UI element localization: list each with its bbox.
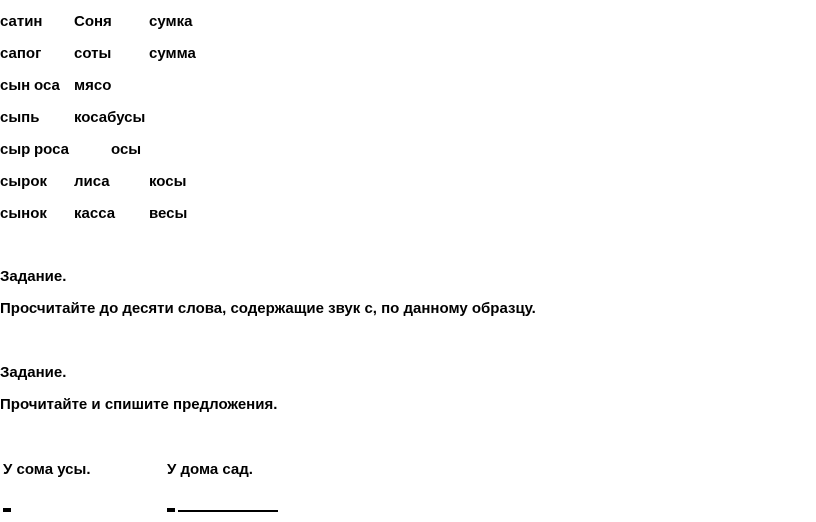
word: сырок bbox=[0, 173, 47, 190]
word: сумма bbox=[149, 45, 196, 62]
cut-off-glyph bbox=[178, 510, 278, 512]
word: роса bbox=[34, 141, 69, 158]
task-heading: Задание. bbox=[0, 364, 67, 381]
sentence: У сома усы. bbox=[3, 461, 91, 478]
task-text: Прочитайте и спишите предложения. bbox=[0, 396, 278, 413]
word: сатин bbox=[0, 13, 43, 30]
word: осы bbox=[111, 141, 142, 158]
word: косабусы bbox=[74, 109, 146, 126]
word: косы bbox=[149, 173, 187, 190]
word: сын bbox=[0, 77, 31, 94]
cut-off-glyph bbox=[167, 508, 175, 512]
word: сыр bbox=[0, 141, 31, 158]
word: весы bbox=[149, 205, 188, 222]
word: сынок bbox=[0, 205, 47, 222]
sentence: У дома сад. bbox=[167, 461, 253, 478]
word: сыпь bbox=[0, 109, 40, 126]
task-text: Просчитайте до десяти слова, содержащие звук с, по данному образцу. bbox=[0, 300, 536, 317]
cut-off-line bbox=[0, 508, 300, 522]
task-heading: Задание. bbox=[0, 268, 67, 285]
word: касса bbox=[74, 205, 116, 222]
word: лиса bbox=[74, 173, 110, 190]
word: сапог bbox=[0, 45, 42, 62]
cut-off-glyph bbox=[3, 508, 11, 512]
word: Соня bbox=[74, 13, 112, 30]
word: оса bbox=[34, 77, 60, 94]
word: соты bbox=[74, 45, 112, 62]
word: сумка bbox=[149, 13, 193, 30]
word: мясо bbox=[74, 77, 112, 94]
